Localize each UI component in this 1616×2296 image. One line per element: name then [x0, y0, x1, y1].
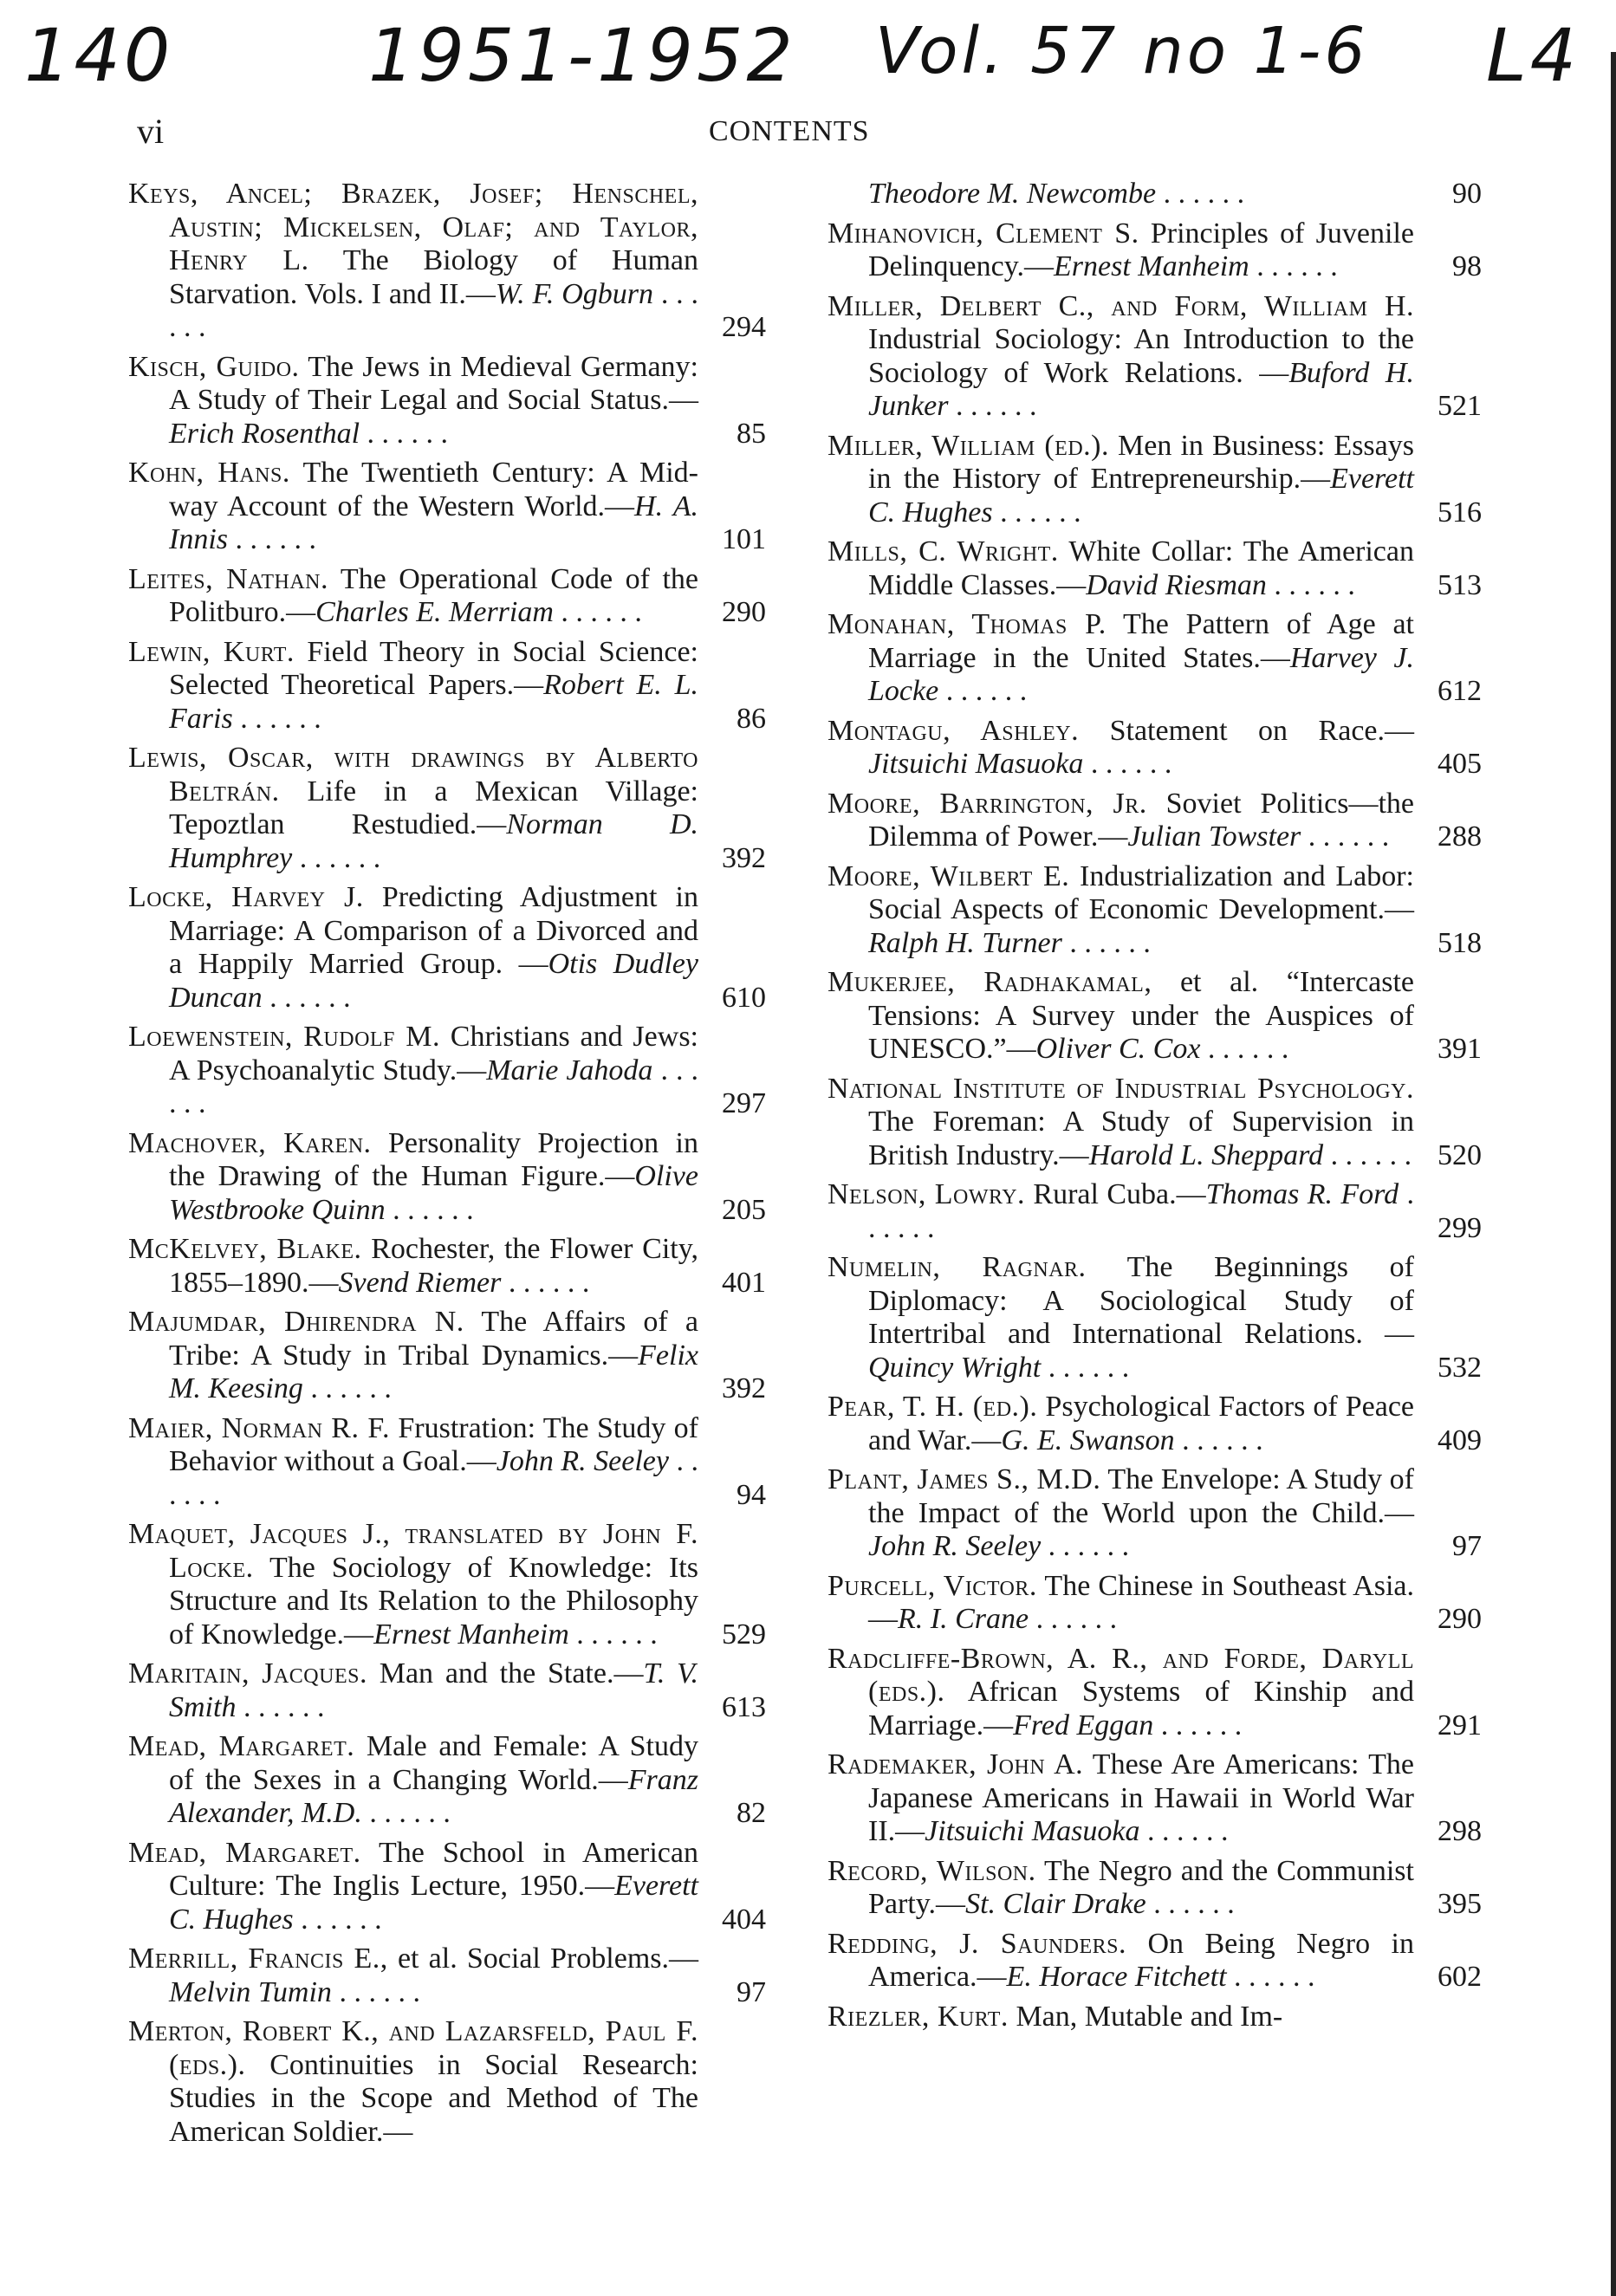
contents-entry	[827, 1570, 1482, 1637]
entry-reviewer: Ralph H. Turner	[868, 926, 1062, 959]
entry-title: Field Theory in Social Science: Selected Theoretical Papers.—	[169, 635, 698, 701]
entry-reviewer: Charles E. Merriam	[315, 596, 554, 628]
contents-entry	[128, 1021, 766, 1121]
contents-entry	[827, 217, 1482, 284]
entry-title: On Being Negro in America.—	[868, 1927, 1414, 1993]
dot-leader: . . . . . .	[1249, 250, 1338, 282]
entry-reviewer: Marie Jahoda	[486, 1054, 653, 1086]
contents-entry	[128, 563, 766, 630]
contents-entry	[827, 430, 1482, 530]
entry-title: Statement on Race.—	[1079, 714, 1414, 747]
entry-title: Psychological Factors of Peace and War.—	[868, 1391, 1414, 1456]
entry-reviewer: Julian Towster	[1127, 820, 1301, 853]
entry-page-number: 290	[722, 596, 766, 628]
dot-leader: . . . . . .	[1061, 926, 1151, 959]
contents-entry	[128, 1943, 766, 2009]
entry-title: The Negro and the Communist Party.—	[868, 1854, 1414, 1920]
binding-edge-rule	[1611, 52, 1616, 2296]
entry-title: African Systems of Kinship and Marriage.—	[868, 1676, 1414, 1741]
entry-reviewer: Jitsuichi Masuoka	[925, 1815, 1140, 1847]
dot-leader: . . . . . .	[501, 1266, 590, 1299]
entry-page-number: 532	[1438, 1351, 1482, 1384]
dot-leader: . . . . . .	[1145, 1888, 1235, 1920]
dot-leader: . . . . . .	[938, 675, 1028, 707]
entry-page-number: 513	[1438, 568, 1482, 601]
entry-page-number: 297	[722, 1087, 766, 1119]
entry-page-number: 294	[722, 311, 766, 343]
entry-author: Riezler, Kurt.	[827, 2000, 1009, 2033]
dot-leader: . . . . . .	[1266, 568, 1355, 601]
contents-entry	[827, 178, 1482, 211]
dot-leader: . . . . . .	[293, 1903, 382, 1936]
contents-entry	[827, 1073, 1482, 1173]
dot-leader: . . . . . .	[292, 841, 381, 874]
entry-page-number: 290	[1438, 1603, 1482, 1635]
entry-reviewer: Otis Dudley Duncan	[169, 948, 698, 1014]
entry-page-number: 299	[1438, 1211, 1482, 1244]
dot-leader: . . . . . .	[385, 1193, 474, 1226]
contents-entry	[827, 535, 1482, 602]
entry-title: Principles of Juvenile Delinquency.—	[868, 217, 1414, 282]
entry-title: The Beginnings of Diplomacy: A Sociological Study of Intertribal and International Relations. —	[868, 1251, 1414, 1350]
handwritten-volume: Vol. 57 no 1-6	[875, 14, 1369, 88]
contents-entry	[827, 1251, 1482, 1385]
entry-page-number: 82	[737, 1797, 766, 1829]
contents-entry	[827, 1928, 1482, 1994]
entry-reviewer: Everett C. Hughes	[169, 1870, 698, 1936]
entry-author: Merton, Robert K., and Lazarsfeld, Paul F. (eds.).	[128, 2015, 698, 2081]
entry-page-number: 288	[1438, 820, 1482, 853]
contents-entry	[128, 1127, 766, 1228]
dot-leader: . . . . . .	[169, 1445, 699, 1511]
entry-title: Personality Projection in the Drawing of the Human Figure.—	[169, 1126, 698, 1192]
contents-entry	[827, 290, 1482, 424]
entry-author: Lewin, Kurt.	[128, 635, 295, 668]
entry-author: National Institute of Industrial Psychology.	[827, 1072, 1414, 1105]
entry-page-number: 392	[722, 841, 766, 874]
entry-author: Rademaker, John A.	[827, 1748, 1084, 1780]
handwritten-years: 1951-1952	[368, 13, 796, 98]
entry-reviewer: T. V. Smith	[169, 1657, 699, 1723]
contents-entry	[128, 1518, 766, 1651]
dot-leader: . . . . . .	[169, 1054, 699, 1119]
dot-leader: . . . . . .	[361, 1797, 451, 1829]
dot-leader: . . . . . .	[331, 1975, 420, 2008]
entry-reviewer: Robert E. L. Faris	[169, 669, 698, 735]
entry-title: Industrial Sociology: An Introduction to the Sociology of Work Relations. —	[868, 323, 1414, 389]
dot-leader: . . . . . .	[868, 1178, 1415, 1244]
dot-leader: . . . . . .	[1301, 820, 1390, 853]
entry-author: Maquet, Jacques J., translated by John F. Locke.	[128, 1518, 698, 1584]
entry-page-number: 97	[1452, 1530, 1482, 1562]
entry-reviewer: Thomas R. Ford	[1205, 1178, 1399, 1210]
entry-title: The Affairs of a Tribe: A Study in Tribal Dynamics.—	[169, 1306, 698, 1372]
contents-entry	[827, 966, 1482, 1067]
contents-entry	[128, 636, 766, 736]
entry-reviewer: Ernest Manheim	[373, 1618, 569, 1651]
entry-page-number: 612	[1438, 675, 1482, 707]
entry-page-number: 404	[722, 1903, 766, 1936]
entry-reviewer: Olive Westbrooke Quinn	[169, 1160, 698, 1226]
contents-entry	[128, 1657, 766, 1724]
contents-entry	[827, 2001, 1482, 2034]
entry-author: Record, Wilson.	[827, 1854, 1036, 1887]
entry-reviewer: Svend Riemer	[338, 1266, 502, 1299]
entry-page-number: 391	[1438, 1033, 1482, 1065]
entry-reviewer: Franz Alexander, M.D.	[169, 1763, 698, 1829]
entry-author: Maier, Norman R. F.	[128, 1411, 391, 1444]
dot-leader: . . . . . .	[948, 390, 1037, 422]
entry-author: Miller, Delbert C., and Form, William H.	[827, 289, 1414, 322]
dot-leader: . . . . . .	[1226, 1961, 1315, 1993]
entry-page-number: 395	[1438, 1888, 1482, 1920]
contents-entry	[827, 788, 1482, 854]
entry-reviewer: E. Horace Fitchett	[1006, 1961, 1227, 1993]
entry-author: Radcliffe-Brown, A. R., and Forde, Daryll (eds.).	[827, 1642, 1414, 1708]
entry-page-number: 98	[1452, 250, 1482, 282]
contents-entry	[827, 608, 1482, 709]
dot-leader: . . . . . .	[1029, 1603, 1118, 1635]
entry-author: Purcell, Victor.	[827, 1569, 1037, 1602]
entry-page-number: 94	[737, 1478, 766, 1511]
entry-page-number: 529	[722, 1618, 766, 1651]
entry-title: The Sociology of Knowledge: Its Structure and Its Relation to the Philosophy of Knowledge.—	[169, 1551, 698, 1651]
contents-entry	[128, 1837, 766, 1937]
entry-author: Lewis, Oscar, with drawings by Alberto Beltrán.	[128, 742, 698, 807]
contents-entry	[827, 1855, 1482, 1922]
entry-page-number: 86	[737, 702, 766, 735]
contents-entry	[827, 1391, 1482, 1457]
entry-page-number: 401	[722, 1266, 766, 1299]
entry-author: Redding, J. Saunders.	[827, 1927, 1127, 1960]
contents-entry	[128, 457, 766, 557]
dot-leader: . . . . . .	[568, 1618, 658, 1651]
entry-author: Mukerjee, Radhakamal,	[827, 966, 1152, 998]
contents-entry	[827, 1463, 1482, 1564]
entry-author: Mihanovich, Clement S.	[827, 217, 1139, 250]
entry-page-number: 291	[1438, 1709, 1482, 1741]
entry-reviewer: John R. Seeley	[868, 1530, 1042, 1562]
entry-author: Mills, C. Wright.	[827, 535, 1059, 568]
contents-entry	[827, 1643, 1482, 1743]
entry-title: The Biology of Human Starvation. Vols. I and II.—	[169, 244, 698, 310]
page-title: CONTENTS	[709, 115, 870, 147]
entry-reviewer: Fred Eggan	[1013, 1709, 1154, 1741]
entry-author: Locke, Harvey J.	[128, 881, 364, 913]
entry-reviewer: John R. Seeley	[496, 1445, 669, 1477]
dot-leader: . . . . . .	[1083, 748, 1172, 780]
contents-right-column	[827, 178, 1482, 2040]
entry-author: Mead, Margaret.	[128, 1730, 355, 1762]
entry-title: White Collar: The American Middle Classes.—	[868, 535, 1414, 601]
contents-left-column	[128, 178, 766, 2155]
entry-title: Men in Business: Essays in the History of Entrepreneurship.—	[868, 429, 1414, 495]
entry-title: The Chinese in Southeast Asia.—	[868, 1569, 1414, 1635]
entry-title: Soviet Politics—the Dilemma of Power.—	[868, 787, 1415, 853]
entry-page-number: 101	[722, 523, 766, 555]
entry-page-number: 298	[1438, 1815, 1482, 1847]
contents-entry	[128, 1306, 766, 1406]
entry-page-number: 518	[1438, 926, 1482, 959]
entry-title: The Operational Code of the Politburo.—	[169, 562, 698, 628]
entry-title: et al. Social Problems.—	[387, 1943, 698, 1975]
dot-leader: . . . . . .	[262, 981, 351, 1014]
dot-leader: . . . . . .	[1041, 1530, 1130, 1562]
entry-reviewer: St. Clair Drake	[965, 1888, 1146, 1920]
entry-author: Machover, Karen.	[128, 1126, 372, 1159]
contents-entry	[128, 1730, 766, 1831]
entry-page-number: 610	[722, 981, 766, 1014]
entry-page-number: 521	[1438, 390, 1482, 422]
entry-page-number: 85	[737, 417, 766, 450]
entry-reviewer: R. I. Crane	[898, 1603, 1029, 1635]
contents-entry	[128, 351, 766, 451]
contents-entry	[128, 1233, 766, 1300]
entry-author: Mead, Margaret.	[128, 1836, 361, 1869]
entry-author: Merrill, Francis E.,	[128, 1943, 388, 1975]
entry-reviewer: Erich Rosenthal	[169, 417, 360, 450]
entry-reviewer: Jitsuichi Masuoka	[868, 748, 1084, 780]
entry-author: Majumdar, Dhirendra N.	[128, 1306, 464, 1338]
entry-reviewer: Oliver C. Cox	[1035, 1033, 1201, 1065]
entry-reviewer: W. F. Ogburn	[495, 277, 653, 310]
entry-title: The Pattern of Age at Marriage in the United States.—	[868, 608, 1414, 674]
contents-entry	[128, 2015, 766, 2149]
dot-leader: . . . . . .	[228, 523, 316, 555]
entry-page-number: 97	[737, 1975, 766, 2008]
contents-entry	[128, 178, 766, 345]
entry-page-number: 520	[1438, 1138, 1482, 1171]
entry-author: Kisch, Guido.	[128, 350, 300, 383]
entry-page-number: 409	[1438, 1424, 1482, 1456]
entry-title: These Are Americans: The Japanese Americans in Hawaii in World War II.—	[868, 1748, 1414, 1847]
handwritten-number: 140	[24, 13, 174, 98]
dot-leader: . . . . . .	[1200, 1033, 1289, 1065]
dot-leader: . . . . . .	[169, 277, 699, 343]
entry-page-number: 392	[722, 1372, 766, 1404]
dot-leader: . . . . . .	[1041, 1351, 1130, 1384]
entry-author: Moore, Barrington, Jr.	[827, 787, 1147, 820]
entry-reviewer: Harold L. Sheppard	[1088, 1138, 1324, 1171]
entry-title: Predicting Adjustment in Marriage: A Comparison of a Divorced and a Happily Married Group. —	[169, 881, 698, 980]
dot-leader: . . . . . .	[232, 702, 321, 735]
dot-leader: . . . . . .	[1323, 1138, 1412, 1171]
dot-leader: . . . . . .	[553, 596, 642, 628]
dot-leader: . . . . . .	[1156, 178, 1245, 210]
contents-entry	[827, 860, 1482, 961]
handwritten-code: L4	[1486, 13, 1580, 98]
dot-leader: . . . . . .	[1153, 1709, 1243, 1741]
entry-reviewer: Quincy Wright	[868, 1351, 1042, 1384]
entry-reviewer: Everett C. Hughes	[868, 463, 1414, 529]
entry-title: Man, Mutable and Im-	[1008, 2000, 1283, 2033]
entry-title: Man and the State.—	[367, 1657, 644, 1690]
dot-leader: . . . . . .	[1139, 1815, 1229, 1847]
dot-leader: . . . . . .	[992, 496, 1081, 529]
entry-author: Plant, James S., M.D.	[827, 1463, 1101, 1495]
entry-title: et al. “Intercaste Tensions: A Survey under the Auspices of UNESCO.”—	[868, 966, 1414, 1065]
entry-author: Miller, William (ed.).	[827, 429, 1109, 462]
entry-title: Industrialization and Labor: Social Aspects of Economic Development.—	[868, 859, 1414, 925]
entry-reviewer: G. E. Swanson	[1001, 1424, 1175, 1456]
entry-reviewer: H. A. Innis	[169, 490, 698, 555]
entry-page-number: 516	[1438, 496, 1482, 529]
contents-entry	[827, 1748, 1482, 1849]
entry-author: Monahan, Thomas P.	[827, 608, 1107, 640]
entry-title: The Foreman: A Study of Supervision in British Industry.—	[868, 1106, 1414, 1171]
entry-title: Continuities in Social Research: Studies in the Scope and Method of The American Soldier.—	[169, 2048, 698, 2148]
entry-page-number: 405	[1438, 748, 1482, 780]
dot-leader: . . . . . .	[360, 417, 449, 450]
entry-page-number: 613	[722, 1690, 766, 1723]
entry-title: Male and Female: A Study of the Sexes in a Changing World.—	[169, 1730, 698, 1796]
entry-title: Frustration: The Study of Behavior without a Goal.—	[169, 1411, 698, 1477]
entry-author: Loewenstein, Rudolf M.	[128, 1021, 440, 1053]
entry-reviewer: Theodore M. Newcombe	[868, 178, 1157, 210]
entry-author: Montagu, Ashley.	[827, 714, 1080, 747]
contents-entry	[128, 881, 766, 1015]
contents-entry	[128, 1412, 766, 1513]
entry-reviewer: Melvin Tumin	[169, 1975, 332, 2008]
entry-author: Maritain, Jacques.	[128, 1657, 367, 1690]
entry-author: Kohn, Hans.	[128, 457, 290, 489]
entry-author: Nelson, Lowry.	[827, 1178, 1026, 1210]
entry-author: Keys, Ancel; Brazek, Josef; Henschel, Austin; Mickelsen, Olaf; and Taylor, Henry L.	[128, 178, 698, 276]
entry-title: Christians and Jews: A Psychoanalytic Study.—	[169, 1021, 698, 1086]
entry-reviewer: Felix M. Keesing	[169, 1339, 698, 1404]
dot-leader: . . . . . .	[236, 1690, 325, 1723]
entry-title: The School in American Culture: The Inglis Lecture, 1950.—	[169, 1836, 698, 1902]
entry-title: Rural Cuba.—	[1025, 1178, 1206, 1210]
entry-author: Moore, Wilbert E.	[827, 859, 1070, 892]
entry-reviewer: Harvey J. Locke	[868, 641, 1414, 707]
entry-reviewer: David Riesman	[1086, 568, 1267, 601]
contents-entry	[827, 715, 1482, 782]
entry-reviewer: Buford H. Junker	[868, 356, 1414, 422]
entry-page-number: 90	[1452, 178, 1482, 210]
entry-author: Pear, T. H. (ed.).	[827, 1391, 1038, 1423]
entry-title: The Envelope: A Study of the Impact of the World upon the Child.—	[868, 1463, 1415, 1529]
entry-page-number: 205	[722, 1193, 766, 1226]
entry-title: The Jews in Medieval Germany: A Study of Their Legal and Social Status.—	[169, 350, 698, 416]
dot-leader: . . . . . .	[302, 1372, 392, 1404]
entry-page-number: 602	[1438, 1961, 1482, 1993]
entry-author: McKelvey, Blake.	[128, 1233, 362, 1265]
entry-title: The Twentieth Century: A Mid-way Account of the Western World.—	[169, 457, 698, 522]
entry-title: Rochester, the Flower City, 1855–1890.—	[169, 1233, 698, 1299]
page-number: vi	[137, 112, 165, 151]
entry-title: Life in a Mexican Village: Tepoztlan Restudied.—	[169, 775, 698, 840]
contents-entry	[128, 742, 766, 875]
entry-reviewer: Ernest Manheim	[1054, 250, 1249, 282]
entry-reviewer: Norman D. Humphrey	[169, 808, 698, 874]
dot-leader: . . . . . .	[1174, 1424, 1263, 1456]
entry-author: Leites, Nathan.	[128, 562, 328, 595]
entry-author: Numelin, Ragnar.	[827, 1251, 1087, 1283]
contents-entry	[827, 1178, 1482, 1245]
